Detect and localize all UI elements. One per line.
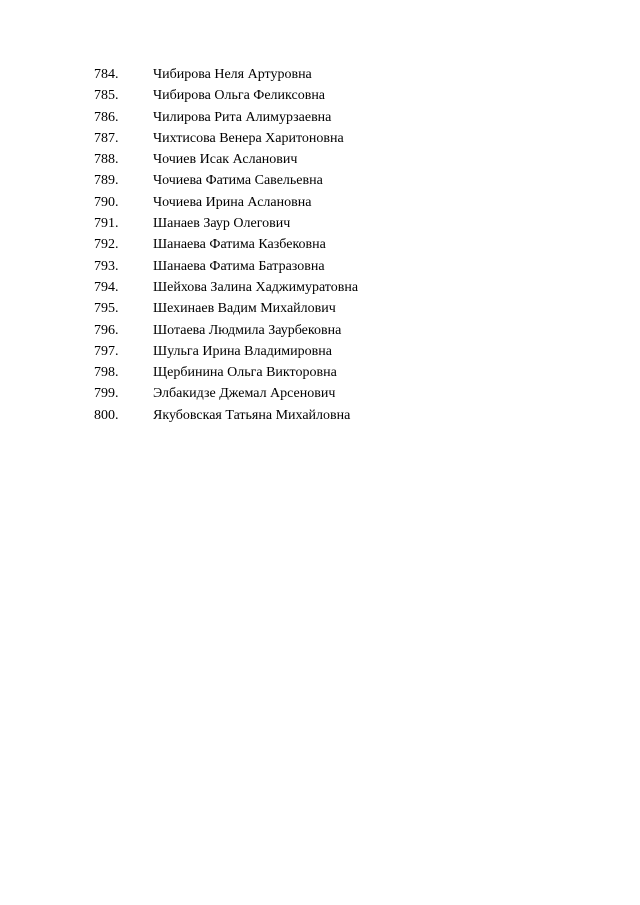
list-item [94,362,358,383]
entry-name: Шехинаев Вадим Михайлович [153,301,336,317]
entry-number: 794. [94,279,119,295]
list-item [94,405,358,426]
list-item [94,234,358,255]
entry-name: Шотаева Людмила Заурбековна [153,322,342,338]
entry-name: Шанаева Фатима Батразовна [153,258,325,274]
entry-number: 792. [94,237,119,253]
entry-name: Щербинина Ольга Викторовна [153,365,337,381]
entry-number: 787. [94,130,119,146]
list-item [94,85,358,106]
entry-number: 795. [94,301,119,317]
entry-name: Чочиева Фатима Савельевна [153,173,323,189]
entry-number: 785. [94,88,119,104]
entry-number: 788. [94,152,119,168]
entry-name: Шульга Ирина Владимировна [153,343,332,359]
list-item [94,170,358,191]
entry-name: Чочиев Исак Асланович [153,152,298,168]
entry-number: 793. [94,258,119,274]
entry-number: 797. [94,343,119,359]
entry-name: Чихтисова Венера Харитоновна [153,130,344,146]
entry-name: Шанаева Фатима Казбековна [153,237,326,253]
entry-number: 790. [94,194,119,210]
entry-name: Элбакидзе Джемал Арсенович [153,386,336,402]
list-item [94,107,358,128]
list-item [94,383,358,404]
list-item [94,192,358,213]
entry-name: Якубовская Татьяна Михайловна [153,407,351,423]
list-item [94,298,358,319]
list-item [94,128,358,149]
list-item [94,277,358,298]
list-item [94,64,358,85]
entry-number: 789. [94,173,119,189]
entry-name: Шейхова Залина Хаджимуратовна [153,279,359,295]
entry-name: Чилирова Рита Алимурзаевна [153,109,332,125]
entry-number: 800. [94,407,119,423]
entry-name: Чочиева Ирина Аслановна [153,194,312,210]
entry-name: Шанаев Заур Олегович [153,216,291,232]
list-item [94,320,358,341]
list-item [94,149,358,170]
list-item [94,213,358,234]
list-item [94,341,358,362]
entry-name: Чибирова Ольга Феликсовна [153,88,326,104]
entry-name: Чибирова Неля Артуровна [153,67,312,82]
entry-number: 799. [94,386,119,402]
entry-number: 791. [94,216,119,232]
name-list [94,64,358,426]
list-item [94,256,358,277]
entry-number: 798. [94,365,119,381]
entry-number: 784. [94,67,119,82]
entry-number: 796. [94,322,119,338]
entry-number: 786. [94,109,119,125]
